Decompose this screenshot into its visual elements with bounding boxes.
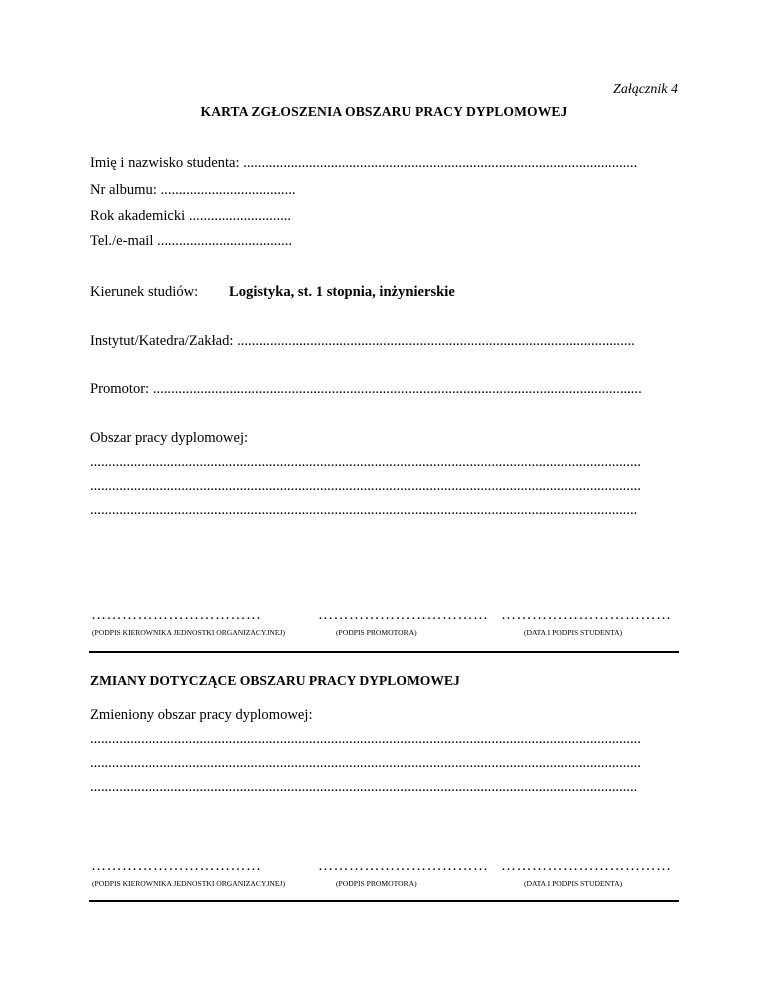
student-name-field[interactable]: Imię i nazwisko studenta: ............................................................................................................ bbox=[90, 155, 638, 171]
thesis-area-label: Obszar pracy dyplomowej: bbox=[90, 430, 249, 446]
changes-title: ZMIANY DOTYCZĄCE OBSZARU PRACY DYPLOMOWEJ bbox=[90, 673, 460, 688]
signature-line-promoter-2[interactable]: …………………………… bbox=[318, 858, 489, 874]
caption-promoter-signature-2: (PODPIS PROMOTORA) bbox=[336, 879, 417, 888]
field-of-study-value: Logistyka, st. 1 stopnia, inżynierskie bbox=[229, 284, 455, 300]
institute-field[interactable]: Instytut/Katedra/Zakład: ............................................................................................................. bbox=[90, 333, 635, 349]
section-divider bbox=[89, 651, 679, 653]
promoter-field[interactable]: Promotor: ...................................................................................................................................... bbox=[90, 381, 642, 397]
signature-line-student-2[interactable]: …………………………… bbox=[501, 858, 672, 874]
caption-head-signature: (PODPIS KIEROWNIKA JEDNOSTKI ORGANIZACYJNEJ) bbox=[92, 628, 286, 637]
signature-line-promoter[interactable]: …………………………… bbox=[318, 607, 489, 623]
caption-promoter-signature: (PODPIS PROMOTORA) bbox=[336, 628, 417, 637]
caption-student-signature-2: (DATA I PODPIS STUDENTA) bbox=[524, 879, 623, 888]
changed-area-line-2[interactable]: ....................................................................................................................................................... bbox=[90, 755, 641, 771]
album-number-field[interactable]: Nr albumu: ..................................... bbox=[90, 182, 296, 198]
form-title: KARTA ZGŁOSZENIA OBSZARU PRACY DYPLOMOWEJ bbox=[200, 104, 568, 119]
signature-line-head-2[interactable]: …………………………… bbox=[91, 858, 262, 874]
annex-label: Załącznik 4 bbox=[613, 82, 678, 97]
academic-year-field[interactable]: Rok akademicki ............................ bbox=[90, 208, 292, 224]
thesis-area-line-2[interactable]: ....................................................................................................................................................... bbox=[90, 478, 641, 494]
bottom-divider bbox=[89, 900, 679, 902]
caption-head-signature-2: (PODPIS KIEROWNIKA JEDNOSTKI ORGANIZACYJNEJ) bbox=[92, 879, 286, 888]
changed-area-line-3[interactable]: ...................................................................................................................................................... bbox=[90, 779, 638, 795]
signature-line-head[interactable]: …………………………… bbox=[91, 607, 262, 623]
caption-student-signature: (DATA I PODPIS STUDENTA) bbox=[524, 628, 623, 637]
thesis-area-line-3[interactable]: ...................................................................................................................................................... bbox=[90, 502, 638, 518]
changed-area-line-1[interactable]: ....................................................................................................................................................... bbox=[90, 731, 641, 747]
field-of-study-label: Kierunek studiów: bbox=[90, 284, 199, 300]
signature-line-student[interactable]: …………………………… bbox=[501, 607, 672, 623]
changed-area-label: Zmieniony obszar pracy dyplomowej: bbox=[90, 707, 313, 723]
contact-field[interactable]: Tel./e-mail ..................................... bbox=[90, 233, 293, 249]
thesis-area-line-1[interactable]: ....................................................................................................................................................... bbox=[90, 454, 641, 470]
